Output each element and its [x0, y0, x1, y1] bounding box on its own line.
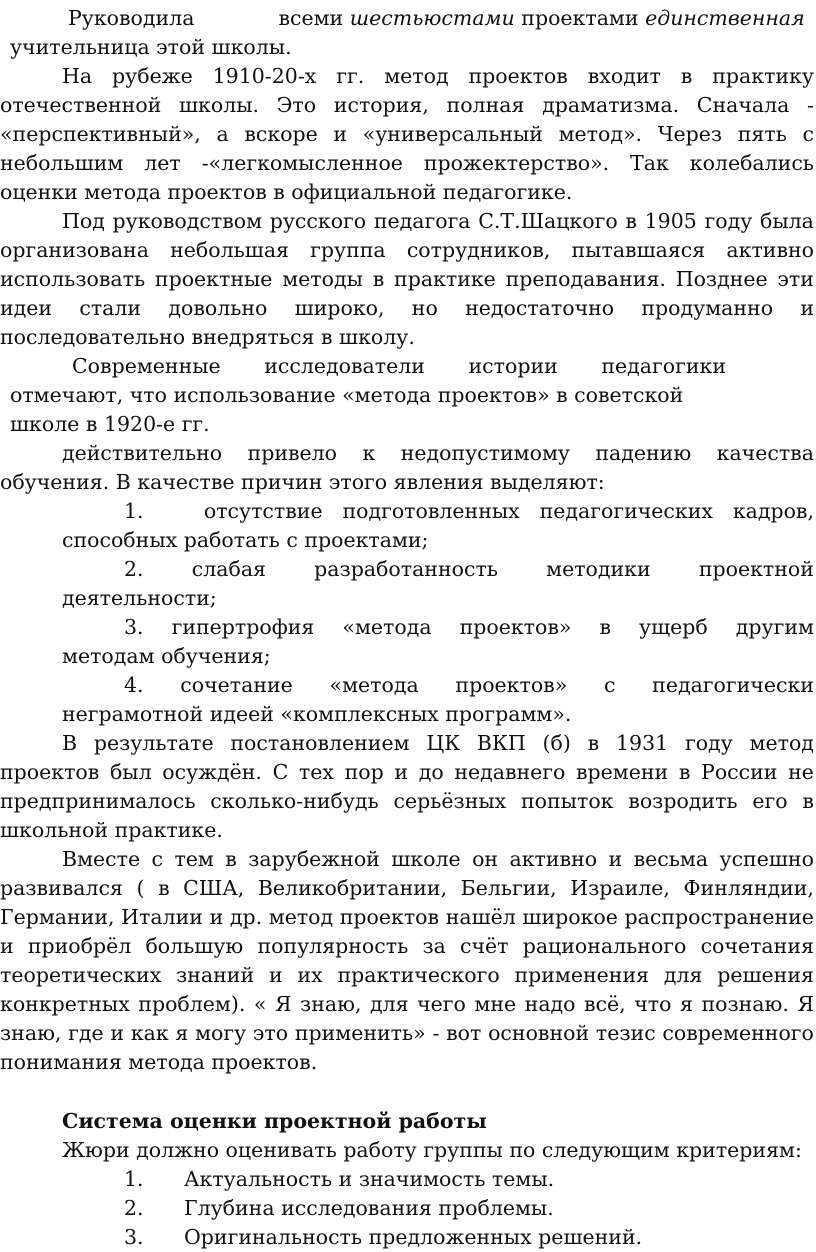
text-word: практического — [337, 963, 500, 987]
text-word: сотрудников, — [406, 238, 551, 262]
text-word: драматизма. — [542, 93, 680, 117]
list-number: 4. — [124, 673, 144, 697]
text-word: в — [625, 209, 637, 233]
text-word: результате — [93, 731, 214, 755]
text-line — [62, 439, 816, 468]
text-word: педагогики — [601, 354, 726, 378]
text-line — [0, 961, 816, 990]
text-word: широко, — [294, 296, 385, 320]
text-word: всё, — [584, 992, 626, 1016]
text-word: где — [68, 1021, 104, 1045]
text-word: что — [634, 992, 672, 1016]
text-word: в — [678, 760, 691, 784]
text-line — [62, 729, 816, 758]
text-word: применить» — [294, 1021, 426, 1045]
text-word: году — [704, 209, 753, 233]
text-word: основной — [488, 1021, 590, 1045]
criteria-text: Актуальность и значимость темы. — [184, 1167, 555, 1191]
text-word: С.Т.Шацкого — [478, 209, 618, 233]
text-word: могу — [195, 1021, 247, 1045]
text-word: метод — [384, 64, 449, 88]
text-word: С — [272, 760, 289, 784]
text-word: Великобритании, — [257, 876, 448, 900]
text-word: Италии — [121, 905, 203, 929]
text-word: гипертрофия — [171, 615, 315, 639]
text-word: активно — [726, 238, 814, 262]
text-word: тех — [298, 760, 334, 784]
list-item — [124, 497, 816, 526]
text-word: России — [701, 760, 778, 784]
text-line — [0, 236, 816, 265]
text-word: проектов — [0, 760, 100, 784]
text-word: ( — [136, 876, 145, 900]
text-word: до — [418, 760, 444, 784]
text-word: и — [209, 905, 224, 929]
text-word: развивался — [0, 876, 123, 900]
list-number: 2. — [124, 1196, 144, 1220]
text-word: довольно — [168, 296, 268, 320]
text-word: в — [158, 876, 170, 900]
text-word: - — [807, 93, 814, 117]
text-word: отсутствие — [203, 499, 323, 523]
text-word: для — [370, 992, 409, 1016]
text-word: проектами — [521, 6, 639, 30]
text-word: недостаточно — [465, 296, 615, 320]
text-line — [0, 990, 816, 1019]
text-line — [0, 294, 816, 323]
list-item — [124, 671, 816, 700]
text-word: эти — [777, 267, 814, 291]
text-word: распространение — [624, 905, 814, 929]
text-word: стали — [79, 296, 142, 320]
text-word: году — [684, 731, 733, 755]
text-word: привело — [247, 441, 338, 465]
text-word: школе — [391, 847, 461, 871]
text-word: «метода — [342, 615, 432, 639]
text-word: он — [472, 847, 499, 871]
text-word: организована — [0, 238, 149, 262]
text-word: история, — [333, 93, 429, 117]
text-word: не — [788, 760, 814, 784]
text-word: недавнего — [454, 760, 566, 784]
text-word: проектные — [154, 267, 273, 291]
text-word: небольшим — [0, 151, 124, 175]
text-word: большую — [145, 934, 244, 958]
text-word: и — [0, 934, 14, 958]
text-word: решения — [717, 963, 814, 987]
list-number: 3. — [124, 615, 144, 639]
text-word: преподавания. — [505, 267, 666, 291]
text-line: школьной практике. — [0, 818, 223, 842]
text-word: к — [362, 441, 376, 465]
text-line: учительница этой школы. — [10, 35, 292, 59]
text-word: конкретных — [0, 992, 130, 1016]
text-word: русского — [269, 209, 367, 233]
text-word: Современные — [72, 354, 221, 378]
text-word: Сначала — [696, 93, 790, 117]
text-word: педагогически — [652, 673, 814, 697]
text-word: руководством — [112, 209, 263, 233]
text-word: педагога — [373, 209, 471, 233]
text-word: пытавшаяся — [571, 238, 706, 262]
text-word: Израиле, — [570, 876, 670, 900]
text-word: его — [752, 789, 788, 813]
text-word: группа — [310, 238, 386, 262]
list-item-continuation: способных работать с проектами; — [62, 528, 429, 552]
text-line: последовательно внедряться в школу. — [0, 325, 415, 349]
text-word: надо — [524, 992, 576, 1016]
text-line — [68, 4, 816, 33]
text-word: 1905 — [644, 209, 697, 233]
text-word: «универсальный — [362, 122, 543, 146]
text-word: методы — [282, 267, 363, 291]
list-number: 1. — [124, 1167, 144, 1191]
text-word: « — [253, 992, 267, 1016]
text-word: тезис — [595, 1021, 656, 1045]
text-word: проектов» — [455, 673, 568, 697]
text-word: истории — [468, 354, 558, 378]
text-word: я — [175, 1021, 189, 1045]
text-word: кадров, — [732, 499, 814, 523]
text-word: 1910-20-х — [212, 64, 317, 88]
list-item-continuation: неграмотной идеей «комплексных программ». — [62, 702, 572, 726]
criteria-item — [124, 1194, 816, 1223]
text-word: за — [422, 934, 446, 958]
text-word: школы. — [179, 93, 260, 117]
text-line — [0, 91, 816, 120]
text-word: метод — [749, 731, 814, 755]
text-word: Под — [62, 209, 105, 233]
text-line: школе в 1920-е гг. — [10, 412, 210, 436]
text-word: и — [110, 1021, 125, 1045]
text-line — [62, 207, 816, 236]
text-word: ущерб — [639, 615, 708, 639]
text-word: «метода — [329, 673, 419, 697]
text-word: лет — [144, 151, 181, 175]
text-word: современного — [662, 1021, 814, 1045]
text-word: США, — [183, 876, 245, 900]
text-word: проектов — [468, 64, 568, 88]
text-word: знаний — [176, 963, 255, 987]
text-word: вскоре — [244, 122, 318, 146]
text-word: возродить — [628, 789, 738, 813]
text-word: проектов» — [459, 615, 572, 639]
criteria-item — [124, 1165, 816, 1194]
text-word: рубеже — [112, 64, 193, 88]
list-number: 1. — [124, 499, 144, 523]
text-word: серьёзных — [393, 789, 507, 813]
text-word: предпринималось — [0, 789, 196, 813]
text-line: оценки метода проектов в официальной педагогике. — [0, 180, 573, 204]
text-word: широкое — [522, 905, 618, 929]
text-word: Через — [657, 122, 723, 146]
text-word: я — [679, 992, 693, 1016]
text-word: Германии, — [0, 905, 115, 929]
text-word-italic: единственная — [645, 6, 805, 30]
list-item — [124, 555, 816, 584]
text-word: методики — [546, 557, 651, 581]
text-word: Финляндии, — [683, 876, 814, 900]
text-line — [0, 149, 816, 178]
text-word: сочетания — [700, 934, 814, 958]
text-word: мне — [474, 992, 517, 1016]
text-word: применения — [514, 963, 650, 987]
text-word: продуманно — [641, 296, 774, 320]
text-word: и — [608, 847, 623, 871]
text-word: популярность — [257, 934, 409, 958]
text-word: проектов — [339, 905, 440, 929]
section-intro: Жюри должно оценивать работу группы по следующим критериям: — [62, 1138, 802, 1162]
criteria-text: Глубина исследования проблемы. — [184, 1196, 554, 1220]
text-word: практике — [394, 267, 496, 291]
text-word: (б) — [542, 731, 571, 755]
text-word: падению — [595, 441, 692, 465]
text-word: -«легкомысленное — [201, 151, 403, 175]
text-word-italic: шестьюстами — [349, 6, 515, 30]
text-word: Вместе — [62, 847, 141, 871]
text-word: недопустимому — [400, 441, 570, 465]
text-word: в — [599, 615, 612, 639]
text-word: в — [225, 847, 237, 871]
text-line — [0, 1019, 816, 1048]
text-word: счёт — [460, 934, 509, 958]
list-number: 3. — [124, 1225, 144, 1249]
text-word: В — [62, 731, 78, 755]
text-word: Руководила — [68, 6, 195, 30]
text-word: всеми — [278, 6, 344, 30]
text-word: сочетание — [180, 673, 293, 697]
text-word: нашёл — [445, 905, 516, 929]
text-word: была — [759, 209, 814, 233]
text-line — [72, 352, 728, 381]
text-word: в — [587, 731, 600, 755]
text-word: для — [663, 963, 703, 987]
text-word: и — [394, 760, 409, 784]
text-word: знаю, — [0, 1021, 62, 1045]
text-word: был — [109, 760, 152, 784]
text-line — [0, 787, 816, 816]
text-word: ВКП — [476, 731, 526, 755]
text-word: в — [802, 789, 814, 813]
text-word: это — [252, 1021, 289, 1045]
text-word: в — [680, 64, 693, 88]
text-word: Это — [276, 93, 317, 117]
text-word: проблем). — [138, 992, 246, 1016]
text-word: проектной — [698, 557, 814, 581]
text-word: прожектерство». — [423, 151, 610, 175]
text-word: и — [333, 122, 348, 146]
text-line — [0, 874, 816, 903]
text-word: действительно — [62, 441, 223, 465]
text-word: рационального — [522, 934, 687, 958]
text-word: вот — [446, 1021, 482, 1045]
text-word: входит — [587, 64, 661, 88]
text-word: ЦК — [426, 731, 461, 755]
text-word: другим — [735, 615, 814, 639]
text-word: практику — [712, 64, 814, 88]
text-word: тем — [174, 847, 214, 871]
text-word: подготовленных — [342, 499, 520, 523]
text-word: пять — [737, 122, 787, 146]
text-word: метод — [268, 905, 334, 929]
text-word: чего — [417, 992, 466, 1016]
text-line — [0, 120, 816, 149]
text-word: весьма — [633, 847, 709, 871]
text-word: а — [216, 122, 229, 146]
text-word: активно — [509, 847, 598, 871]
text-word: Так — [630, 151, 669, 175]
text-word: Я — [797, 992, 814, 1016]
list-item-continuation: методам обучения; — [62, 644, 271, 668]
text-word: педагогических — [539, 499, 713, 523]
text-word: Я — [274, 992, 292, 1016]
text-word: с — [603, 673, 616, 697]
text-word: 1931 — [615, 731, 669, 755]
text-word: колебались — [689, 151, 814, 175]
text-word: теоретических — [0, 963, 162, 987]
text-line — [0, 265, 816, 294]
text-word: др. — [229, 905, 263, 929]
text-word: успешно — [719, 847, 814, 871]
text-word: Бельгии, — [460, 876, 557, 900]
text-line: понимания метода проектов. — [0, 1050, 318, 1074]
list-item-continuation: деятельности; — [62, 586, 217, 610]
text-word: в — [372, 267, 385, 291]
text-word: На — [62, 64, 93, 88]
text-word: слабая — [191, 557, 266, 581]
text-line: обучения. В качестве причин этого явления выделяют: — [0, 470, 605, 494]
text-line — [0, 932, 816, 961]
text-word: использовать — [0, 267, 146, 291]
text-word: и — [268, 963, 283, 987]
text-word: разработанность — [314, 557, 498, 581]
text-word: осуждён. — [162, 760, 262, 784]
text-word: с — [151, 847, 164, 871]
text-line — [62, 845, 816, 874]
text-word: небольшая — [170, 238, 289, 262]
text-word: знаю, — [300, 992, 362, 1016]
list-item — [124, 613, 816, 642]
text-word: гг. — [336, 64, 365, 88]
text-line — [0, 903, 816, 932]
text-word: идеи — [0, 296, 53, 320]
text-word: метод». — [558, 122, 643, 146]
text-word: и — [800, 296, 814, 320]
text-word: пор — [344, 760, 384, 784]
text-word: но — [411, 296, 438, 320]
text-word: времени — [576, 760, 669, 784]
text-word: попыток — [521, 789, 614, 813]
text-word: постановлением — [230, 731, 410, 755]
text-word: качества — [716, 441, 814, 465]
text-word: как — [130, 1021, 169, 1045]
text-word: познаю. — [701, 992, 789, 1016]
text-line — [0, 758, 816, 787]
text-word: отечественной — [0, 93, 162, 117]
text-word: приобрёл — [27, 934, 132, 958]
list-number: 2. — [124, 557, 144, 581]
text-word: полная — [446, 93, 525, 117]
text-word: их — [297, 963, 323, 987]
text-word: «перспективный», — [0, 122, 201, 146]
text-word: - — [432, 1021, 440, 1045]
text-word: исследователи — [264, 354, 425, 378]
text-word: зарубежной — [248, 847, 380, 871]
criteria-text: Оригинальность предложенных решений. — [184, 1225, 643, 1249]
section-heading: Система оценки проектной работы — [62, 1109, 487, 1133]
text-word: сколько-нибудь — [210, 789, 379, 813]
text-word: Позднее — [675, 267, 768, 291]
text-word: с — [802, 122, 814, 146]
text-line — [62, 62, 816, 91]
criteria-item — [124, 1223, 816, 1252]
text-line: отмечают, что использование «метода проектов» в советской — [10, 383, 684, 407]
